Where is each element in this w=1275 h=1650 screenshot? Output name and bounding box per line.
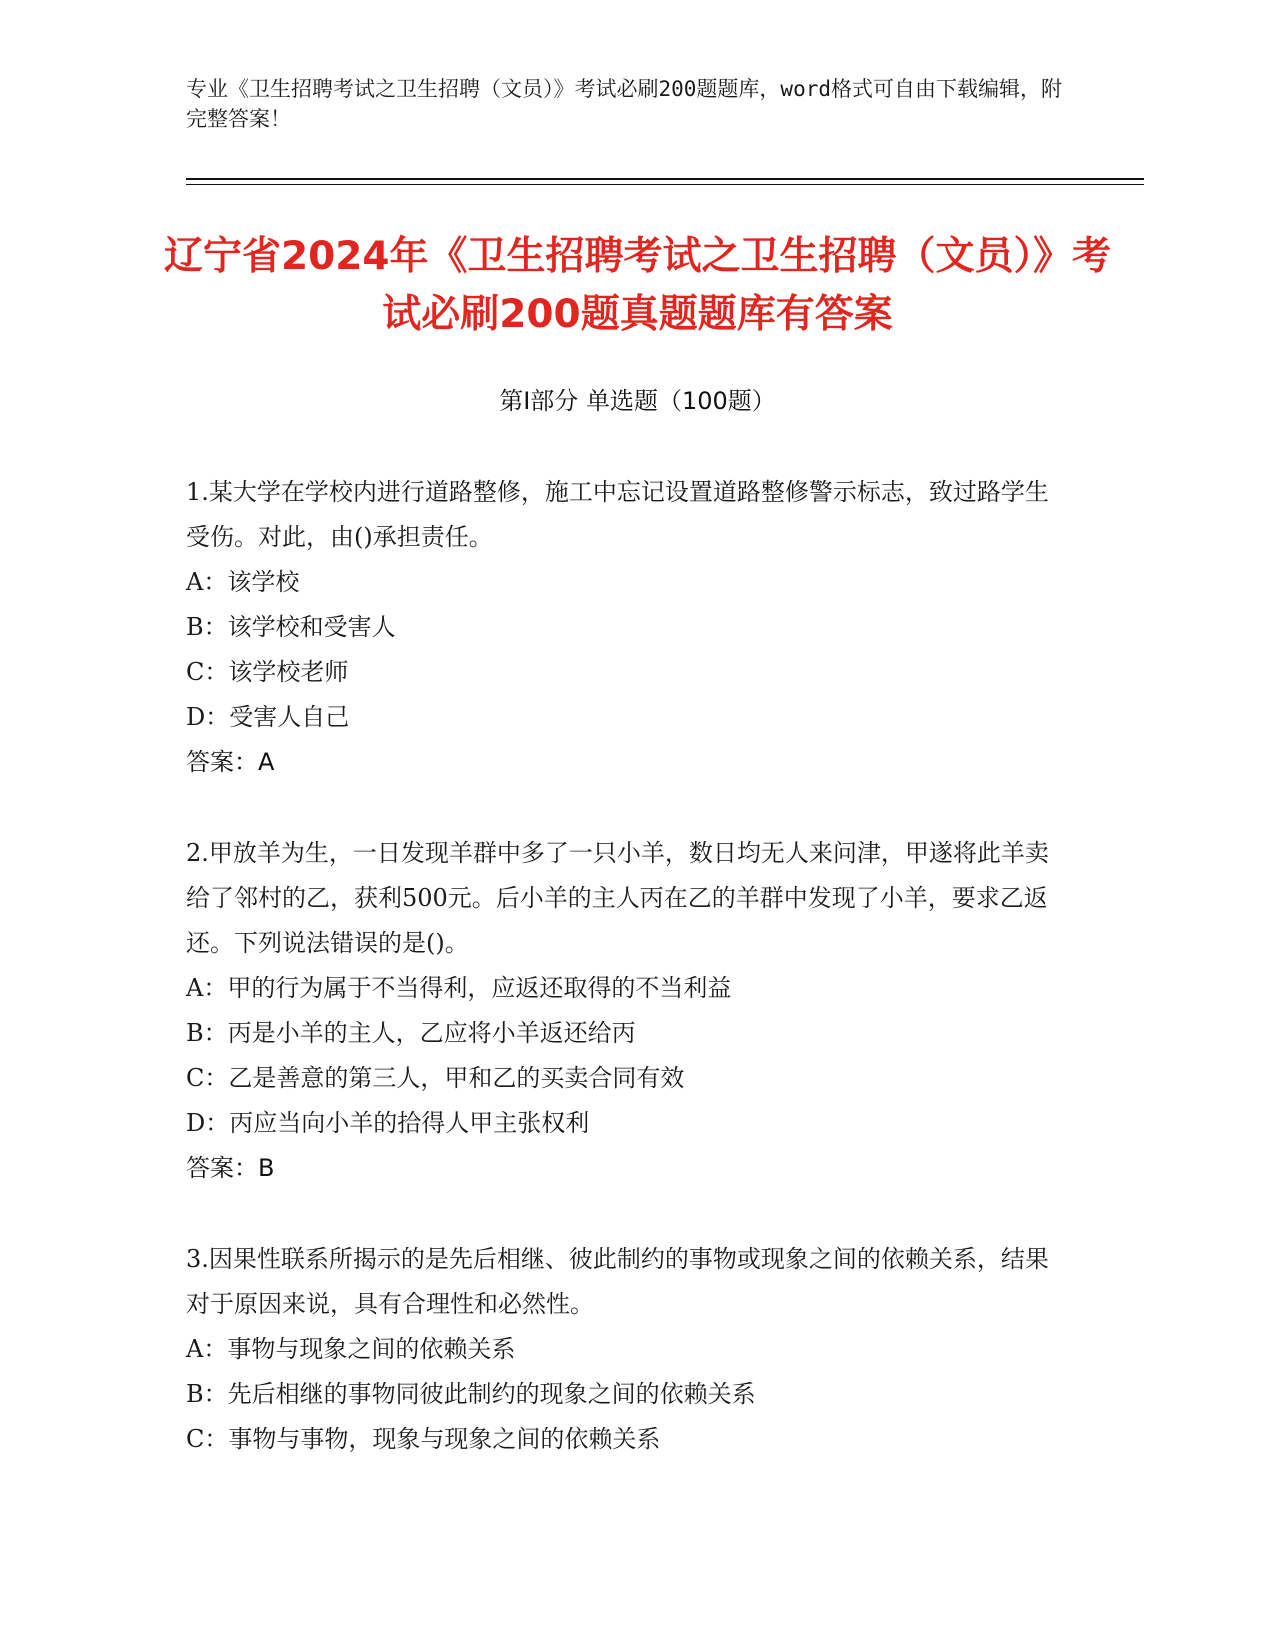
question-stem: 3.因果性联系所揭示的是先后相继、彼此制约的事物或现象之间的依赖关系，结果对于原因来说，具有合理性和必然性。 — [186, 1245, 1049, 1318]
option-b: B：该学校和受害人 — [186, 613, 396, 641]
answer: 答案：B — [186, 1154, 275, 1182]
option-b: B：先后相继的事物同彼此制约的现象之间的依赖关系 — [186, 1380, 756, 1408]
answer: 答案：A — [186, 748, 275, 776]
option-d: D：受害人自己 — [186, 703, 350, 731]
question-1 — [186, 470, 1066, 785]
question-2 — [186, 831, 1066, 1191]
question-3 — [186, 1237, 1066, 1462]
option-a: A：该学校 — [186, 568, 300, 596]
section-title: 第Ⅰ部分 单选题（100题） — [499, 387, 776, 415]
header-rule-thick — [186, 178, 1144, 180]
option-a: A：事物与现象之间的依赖关系 — [186, 1335, 516, 1363]
header-rule-thin — [186, 184, 1144, 185]
header-note: 专业《卫生招聘考试之卫生招聘（文员）》考试必刷200题题库，word格式可自由下载编辑，附完整答案！ — [186, 77, 1062, 131]
option-a: A：甲的行为属于不当得利，应返还取得的不当利益 — [186, 974, 732, 1002]
option-d: D：丙应当向小羊的拾得人甲主张权利 — [186, 1109, 590, 1137]
option-c: C：事物与事物，现象与现象之间的依赖关系 — [186, 1425, 661, 1453]
option-c: C：该学校老师 — [186, 658, 349, 686]
option-c: C：乙是善意的第三人，甲和乙的买卖合同有效 — [186, 1064, 685, 1092]
question-stem: 2.甲放羊为生，一日发现羊群中多了一只小羊，数日均无人来问津，甲遂将此羊卖给了邻村的乙，获利500元。后小羊的主人丙在乙的羊群中发现了小羊，要求乙返还。下列说法错误的是()。 — [186, 839, 1049, 957]
document-title: 辽宁省2024年《卫生招聘考试之卫生招聘（文员）》考试必刷200题真题题库有答案 — [163, 234, 1112, 337]
question-list — [186, 470, 1066, 1508]
option-b: B：丙是小羊的主人，乙应将小羊返还给丙 — [186, 1019, 636, 1047]
question-stem: 1.某大学在学校内进行道路整修，施工中忘记设置道路整修警示标志，致过路学生受伤。对此，由()承担责任。 — [186, 478, 1049, 551]
